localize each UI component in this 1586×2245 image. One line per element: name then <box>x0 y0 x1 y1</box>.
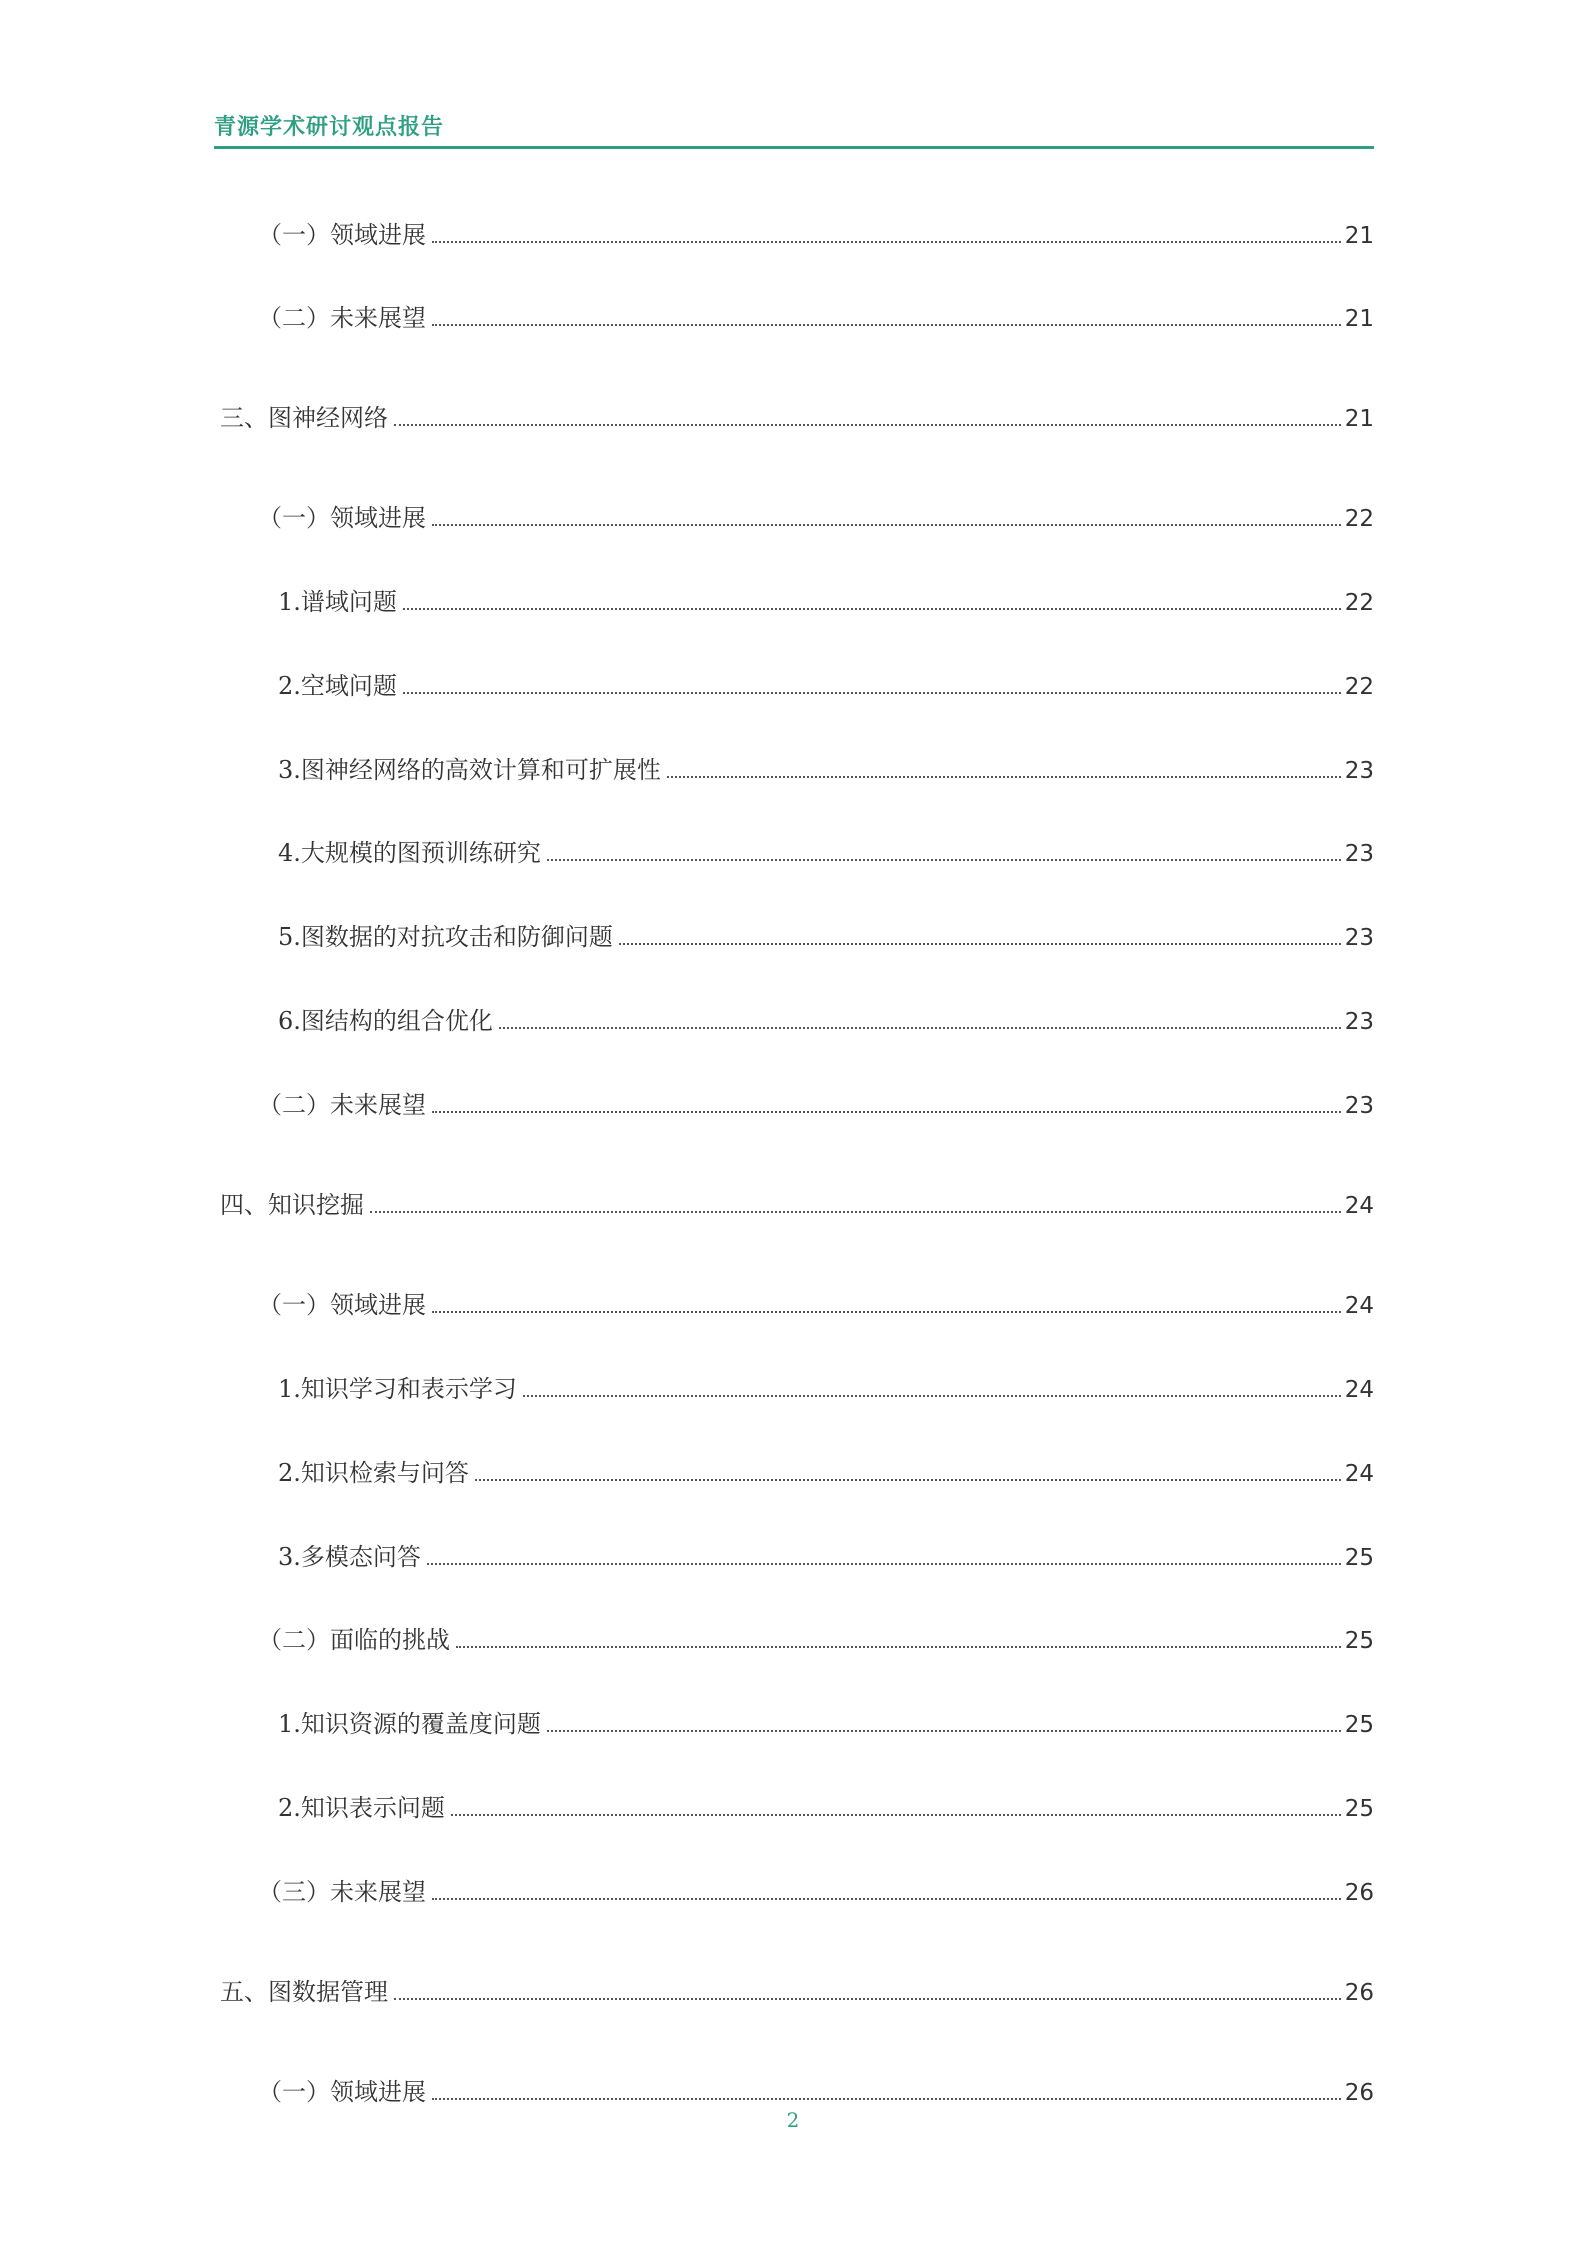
toc-entry[interactable] <box>258 503 1374 533</box>
toc-entry[interactable] <box>220 403 1374 433</box>
toc-entry[interactable] <box>278 1006 1374 1036</box>
toc-entry[interactable] <box>220 1977 1374 2007</box>
toc-entry[interactable] <box>278 671 1374 701</box>
toc-entry-label: 三、图神经网络 <box>220 404 388 432</box>
toc-entry[interactable] <box>258 1090 1374 1120</box>
toc-entry[interactable] <box>278 755 1374 785</box>
toc-entry[interactable] <box>278 1709 1374 1739</box>
toc-entry[interactable] <box>258 220 1374 250</box>
toc-entry-label: 2.空域问题 <box>278 672 397 700</box>
toc-entry-label: （一）领域进展 <box>258 1291 426 1319</box>
dot-leader <box>619 943 1341 945</box>
toc-entry-label: 4.大规模的图预训练研究 <box>278 839 541 867</box>
toc-entry[interactable] <box>278 1458 1374 1488</box>
header-title: 青源学术研讨观点报告 <box>214 114 445 140</box>
dot-leader <box>451 1814 1341 1816</box>
toc-entry-page: 25 <box>1344 1796 1374 1822</box>
toc-entry-page: 21 <box>1344 223 1374 249</box>
dot-leader <box>547 859 1341 861</box>
dot-leader <box>394 424 1341 426</box>
toc-entry[interactable] <box>258 2077 1374 2107</box>
toc-entry-page: 22 <box>1344 590 1374 616</box>
toc-entry-page: 24 <box>1344 1461 1374 1487</box>
dot-leader <box>432 241 1341 243</box>
toc-entry-label: 3.多模态问答 <box>278 1543 421 1571</box>
toc-entry[interactable] <box>278 1793 1374 1823</box>
toc-entry-page: 24 <box>1344 1193 1374 1219</box>
dot-leader <box>403 692 1341 694</box>
toc-entry-page: 26 <box>1344 1880 1374 1906</box>
toc-entry-label: （二）面临的挑战 <box>258 1626 450 1654</box>
dot-leader <box>427 1563 1341 1565</box>
toc-entry[interactable] <box>220 1190 1374 1220</box>
dot-leader <box>499 1027 1341 1029</box>
toc-entry-label: （二）未来展望 <box>258 1091 426 1119</box>
dot-leader <box>370 1211 1341 1213</box>
dot-leader <box>475 1479 1341 1481</box>
toc-entry[interactable] <box>278 1542 1374 1572</box>
toc-entry-page: 25 <box>1344 1628 1374 1654</box>
toc-entry-page: 26 <box>1344 2080 1374 2106</box>
dot-leader <box>432 324 1341 326</box>
toc-entry-page: 23 <box>1344 1093 1374 1119</box>
toc-entry-label: （一）领域进展 <box>258 221 426 249</box>
toc-entry-page: 21 <box>1344 306 1374 332</box>
toc-entry-page: 23 <box>1344 925 1374 951</box>
page-number: 2 <box>786 2108 800 2132</box>
toc-entry-page: 23 <box>1344 841 1374 867</box>
toc-entry-page: 25 <box>1344 1712 1374 1738</box>
dot-leader <box>432 1898 1341 1900</box>
toc-entry-label: （三）未来展望 <box>258 1878 426 1906</box>
toc-entry[interactable] <box>278 1374 1374 1404</box>
dot-leader <box>667 776 1341 778</box>
toc-entry-label: 四、知识挖掘 <box>220 1191 364 1219</box>
toc-entry[interactable] <box>258 303 1374 333</box>
toc-entry-label: 2.知识检索与问答 <box>278 1459 469 1487</box>
toc-entry-label: 1.知识学习和表示学习 <box>278 1375 517 1403</box>
toc-entry[interactable] <box>258 1625 1374 1655</box>
toc-entry-label: 五、图数据管理 <box>220 1978 388 2006</box>
toc-entry-page: 24 <box>1344 1293 1374 1319</box>
toc-entry-label: 3.图神经网络的高效计算和可扩展性 <box>278 756 661 784</box>
dot-leader <box>432 1111 1341 1113</box>
toc-entry-label: 1.知识资源的覆盖度问题 <box>278 1710 541 1738</box>
dot-leader <box>432 524 1341 526</box>
toc-entry[interactable] <box>258 1877 1374 1907</box>
toc-entry-page: 21 <box>1344 406 1374 432</box>
dot-leader <box>394 1998 1341 2000</box>
toc-entry-page: 23 <box>1344 758 1374 784</box>
toc-entry-label: 2.知识表示问题 <box>278 1794 445 1822</box>
toc-entry-label: 6.图结构的组合优化 <box>278 1007 493 1035</box>
toc-entry-page: 24 <box>1344 1377 1374 1403</box>
toc-entry-page: 25 <box>1344 1545 1374 1571</box>
dot-leader <box>456 1646 1341 1648</box>
toc-entry[interactable] <box>278 838 1374 868</box>
toc-entry-label: （一）领域进展 <box>258 2078 426 2106</box>
toc-entry-label: （一）领域进展 <box>258 504 426 532</box>
toc-entry-page: 23 <box>1344 1009 1374 1035</box>
toc-entry-page: 26 <box>1344 1980 1374 2006</box>
dot-leader <box>432 1311 1341 1313</box>
dot-leader <box>547 1730 1341 1732</box>
toc-entry-page: 22 <box>1344 674 1374 700</box>
toc-entry[interactable] <box>278 587 1374 617</box>
toc-entry-label: （二）未来展望 <box>258 304 426 332</box>
toc-entry[interactable] <box>258 1290 1374 1320</box>
dot-leader <box>432 2098 1341 2100</box>
toc-entry-page: 22 <box>1344 506 1374 532</box>
dot-leader <box>403 608 1341 610</box>
dot-leader <box>523 1395 1341 1397</box>
toc-entry[interactable] <box>278 922 1374 952</box>
toc-entry-label: 1.谱域问题 <box>278 588 397 616</box>
toc-entry-label: 5.图数据的对抗攻击和防御问题 <box>278 923 613 951</box>
